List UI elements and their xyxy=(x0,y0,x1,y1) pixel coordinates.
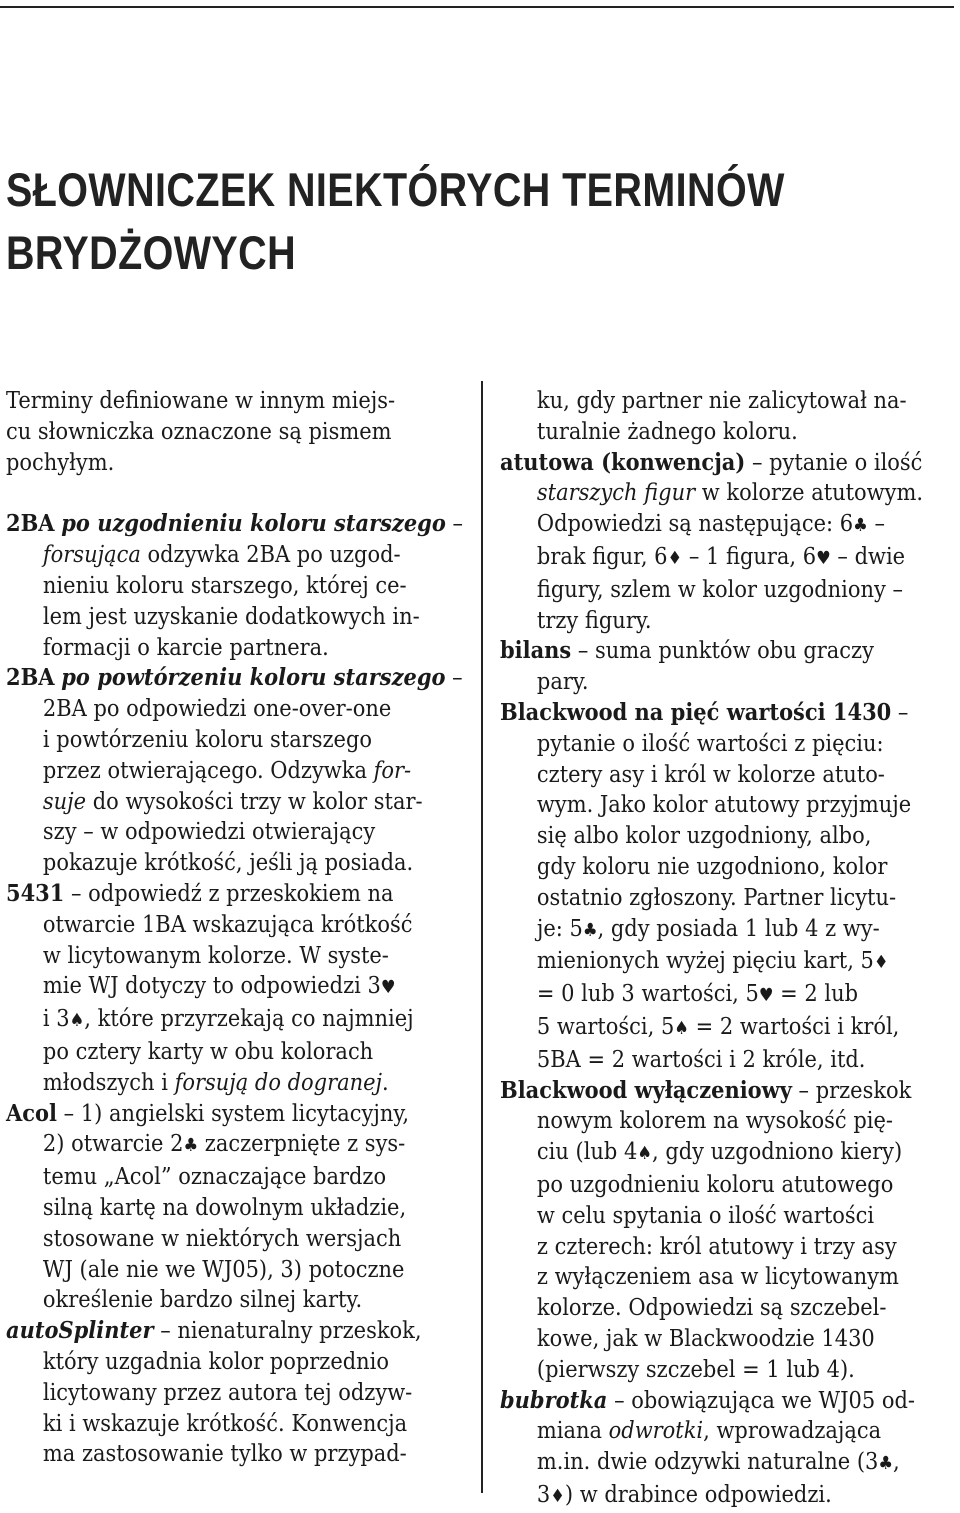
text: miana xyxy=(536,1417,602,1445)
entry-line: z czterech: król atutowy i trzy asy xyxy=(536,1232,897,1260)
page-title xyxy=(6,158,787,284)
glossary-entry-autosplinter-continued xyxy=(500,386,956,448)
text: – 1 figura, 6 xyxy=(682,542,817,570)
cross-reference: forsująca xyxy=(42,541,141,569)
page-title-line-2: BRYDŻOWYCH xyxy=(6,226,297,279)
clubs-icon: ♣ xyxy=(582,919,598,941)
entry-line: silną kartę na dowolnym układzie, xyxy=(42,1193,407,1221)
entry-line: stosowane w niektórych wersjach xyxy=(42,1224,402,1252)
entry-line: w celu spytania o ilość wartości xyxy=(536,1201,875,1229)
clubs-icon: ♣ xyxy=(183,1135,199,1157)
glossary-entry-bubrotka xyxy=(500,1386,956,1513)
entry-line xyxy=(500,1386,915,1417)
entry-line xyxy=(500,1480,910,1513)
entry-term: bilans xyxy=(500,637,572,665)
entry-line: WJ (ale nie we WJ05), 3) potoczne xyxy=(42,1255,405,1283)
text: ciu (lub 4 xyxy=(536,1138,638,1166)
entry-line: 5BA = 2 wartości i 2 króle, itd. xyxy=(536,1045,866,1073)
entry-line xyxy=(500,542,910,575)
entry-line: ostatnio zgłoszony. Partner licytu- xyxy=(536,883,897,911)
text: i 3 xyxy=(42,1005,70,1033)
entry-line xyxy=(500,1076,910,1107)
entry-line xyxy=(6,787,423,818)
entry-line xyxy=(500,1137,910,1170)
entry-line xyxy=(500,914,910,947)
text: = 2 wartości i król, xyxy=(688,1012,900,1040)
entry-term: Blackwood wyłączeniowy xyxy=(500,1076,792,1104)
cross-reference: for- xyxy=(373,756,412,784)
spades-icon: ♠ xyxy=(69,1010,85,1032)
entry-term: po powtórzeniu koloru starszego xyxy=(61,664,446,692)
entry-line: gdy koloru nie uzgodniono, kolor xyxy=(536,852,888,880)
text: – dwie xyxy=(830,542,906,570)
top-rule xyxy=(0,6,954,8)
entry-line xyxy=(500,509,910,542)
left-column xyxy=(6,386,462,1470)
entry-line: po uzgodnieniu koloru atutowego xyxy=(536,1170,894,1198)
entry-line: cztery asy i król w kolorze atuto- xyxy=(536,760,885,788)
entry-line xyxy=(6,1004,416,1037)
glossary-entry-5431 xyxy=(6,879,462,1099)
text: , gdy uzgodniono kiery) xyxy=(651,1138,903,1166)
entry-line: turalnie żadnego koloru. xyxy=(536,417,798,445)
cross-reference: odwrotki xyxy=(608,1417,704,1445)
entry-line xyxy=(6,509,463,540)
entry-term: bubrotka xyxy=(500,1386,608,1414)
entry-line xyxy=(500,636,910,667)
hearts-icon: ♥ xyxy=(816,547,831,569)
text: 3 xyxy=(536,1480,551,1508)
entry-line xyxy=(500,698,910,729)
text: ) w drabince odpowiedzi. xyxy=(564,1480,832,1508)
glossary-entry-atutowa xyxy=(500,448,956,637)
entry-term: 2BA xyxy=(6,664,55,692)
entry-line: otwarcie 1BA wskazująca krótkość xyxy=(42,910,413,938)
entry-term: 2BA xyxy=(6,510,55,538)
text: 5 wartości, 5 xyxy=(536,1012,675,1040)
entry-line: kolorze. Odpowiedzi są szczebel- xyxy=(536,1294,887,1322)
entry-line: ki i wskazuje krótkość. Konwencja xyxy=(42,1409,408,1437)
page-title-line-1: SŁOWNICZEK NIEKTÓRYCH TERMINÓW xyxy=(6,163,785,216)
intro-line: pochyłym. xyxy=(6,448,115,476)
column-divider xyxy=(481,381,483,1493)
entry-line xyxy=(6,1316,422,1347)
glossary-entry-2ba-powtorzenie xyxy=(6,663,462,879)
hearts-icon: ♥ xyxy=(380,977,396,999)
entry-line: wym. Jako kolor atutowy przyjmuje xyxy=(536,791,912,819)
glossary-entry-blackwood-wylaczeniowy xyxy=(500,1076,956,1386)
spades-icon: ♠ xyxy=(637,1143,652,1165)
cross-reference: forsują do dogranej xyxy=(174,1068,383,1096)
text: – pytanie o ilość xyxy=(751,448,923,476)
entry-line xyxy=(6,1068,416,1099)
text: mienionych wyżej pięciu kart, 5 xyxy=(536,947,874,975)
intro-line: cu słowniczka oznaczone są pismem xyxy=(6,417,392,445)
text: – obowiązująca we WJ05 od- xyxy=(614,1386,915,1414)
entry-line xyxy=(6,879,416,910)
diamonds-icon: ♦ xyxy=(550,1485,565,1507)
glossary-entry-blackwood-1430 xyxy=(500,698,956,1076)
text: – suma punktów obu graczy xyxy=(577,637,874,665)
clubs-icon: ♣ xyxy=(878,1453,894,1475)
entry-line xyxy=(500,1416,910,1447)
entry-line xyxy=(500,979,910,1012)
entry-line xyxy=(500,478,924,509)
text: je: 5 xyxy=(536,914,583,942)
entry-line: nowym kolorem na wysokość pię- xyxy=(536,1107,893,1135)
entry-line xyxy=(6,756,416,787)
glossary-entry-acol xyxy=(6,1099,462,1317)
entry-line: ku, gdy partner nie zalicytował na- xyxy=(536,387,907,414)
text: 2) otwarcie 2 xyxy=(42,1130,184,1158)
entry-line xyxy=(500,448,923,479)
text: Odpowiedzi są następujące: 6 xyxy=(536,510,854,538)
text: przez otwierającego. Odzywka xyxy=(42,756,367,784)
entry-line: i powtórzeniu koloru starszego xyxy=(42,725,372,753)
text: zaczerpnięte z sys- xyxy=(198,1130,406,1158)
cross-reference: suje xyxy=(42,787,87,815)
spacer xyxy=(6,478,462,509)
intro-paragraph xyxy=(6,386,462,478)
entry-line: po cztery karty w obu kolorach xyxy=(42,1037,374,1065)
diamonds-icon: ♦ xyxy=(667,547,683,569)
entry-line: kowe, jak w Blackwoodzie 1430 xyxy=(536,1324,875,1352)
entry-line xyxy=(6,971,416,1004)
cross-reference: starszych figur xyxy=(536,479,696,507)
dash: – xyxy=(897,698,909,726)
entry-line xyxy=(6,1129,416,1162)
entry-line: nieniu koloru starszego, której ce- xyxy=(42,571,407,599)
entry-term: atutowa (konwencja) xyxy=(500,448,746,476)
text: m.in. dwie odzywki naturalne (3 xyxy=(536,1448,879,1476)
entry-line xyxy=(6,663,463,694)
text: – 1) angielski system licytacyjny, xyxy=(63,1099,410,1127)
text: brak figur, 6 xyxy=(536,542,668,570)
entry-line: pytanie o ilość wartości z pięciu: xyxy=(536,729,884,757)
entry-line: ma zastosowanie tylko w przypad- xyxy=(42,1440,407,1468)
intro-line: Terminy definiowane w innym miejs- xyxy=(6,387,396,414)
entry-line: licytowany przez autora tej odzyw- xyxy=(42,1378,413,1406)
entry-line: szy – w odpowiedzi otwierający xyxy=(42,818,376,846)
entry-line xyxy=(6,1099,416,1130)
text: mie WJ dotyczy to odpowiedzi 3 xyxy=(42,972,381,1000)
right-column xyxy=(500,386,956,1513)
entry-line: temu „Acol” oznaczające bardzo xyxy=(42,1163,387,1191)
glossary-entry-bilans xyxy=(500,636,956,698)
dash: – xyxy=(452,510,463,538)
text: . xyxy=(382,1068,389,1096)
text: – nienaturalny przeskok, xyxy=(160,1317,422,1345)
text: w kolorze atutowym. xyxy=(701,479,924,507)
spades-icon: ♠ xyxy=(674,1017,689,1039)
entry-line: określenie bardzo silnej karty. xyxy=(42,1286,363,1314)
entry-line: się albo kolor uzgodniony, albo, xyxy=(536,822,872,850)
text: – xyxy=(867,510,885,538)
entry-term: Blackwood na pięć wartości 1430 xyxy=(500,698,892,726)
text: , wprowadzająca xyxy=(703,1417,882,1445)
entry-line: w licytowanym kolorze. W syste- xyxy=(42,941,389,969)
glossary-entry-2ba-uzgodnienie xyxy=(6,509,462,663)
entry-line: pokazuje krótkość, jeśli ją posiada. xyxy=(42,849,414,877)
entry-term: Acol xyxy=(6,1099,57,1127)
entry-line: lem jest uzyskanie dodatkowych in- xyxy=(42,602,420,630)
text: – odpowiedź z przeskokiem na xyxy=(71,879,394,907)
entry-line: figury, szlem w kolor uzgodniony – xyxy=(536,575,904,603)
text: odzywka 2BA po uzgod- xyxy=(147,541,401,569)
text: , xyxy=(893,1448,900,1476)
entry-line: z wyłączeniem asa w licytowanym xyxy=(536,1263,899,1291)
entry-line: 2BA po odpowiedzi one-over-one xyxy=(42,695,392,723)
entry-term: autoSplinter xyxy=(6,1317,154,1345)
text: = 2 lub xyxy=(773,980,859,1008)
text: , gdy posiada 1 lub 4 z wy- xyxy=(597,914,880,942)
entry-line xyxy=(6,540,416,571)
text: = 0 lub 3 wartości, 5 xyxy=(536,980,759,1008)
entry-line: formacji o karcie partnera. xyxy=(42,633,329,661)
entry-line xyxy=(500,946,910,979)
entry-line xyxy=(500,1447,910,1480)
glossary-entry-autosplinter xyxy=(6,1316,462,1470)
dash: – xyxy=(452,664,463,692)
text: młodszych i xyxy=(42,1068,168,1096)
entry-line: (pierwszy szczebel = 1 lub 4). xyxy=(536,1355,855,1383)
entry-term: po uzgodnieniu koloru starszego xyxy=(61,510,446,538)
entry-line: pary. xyxy=(536,668,589,696)
text: , które przyrzekają co najmniej xyxy=(84,1005,414,1033)
text: do wysokości trzy w kolor star- xyxy=(92,787,423,815)
entry-line xyxy=(500,1012,910,1045)
entry-line: który uzgadnia kolor poprzednio xyxy=(42,1347,390,1375)
entry-line: trzy figury. xyxy=(536,606,652,634)
entry-term: 5431 xyxy=(6,879,65,907)
clubs-icon: ♣ xyxy=(853,515,868,537)
text: – przeskok xyxy=(798,1076,912,1104)
diamonds-icon: ♦ xyxy=(873,952,889,974)
hearts-icon: ♥ xyxy=(758,985,774,1007)
